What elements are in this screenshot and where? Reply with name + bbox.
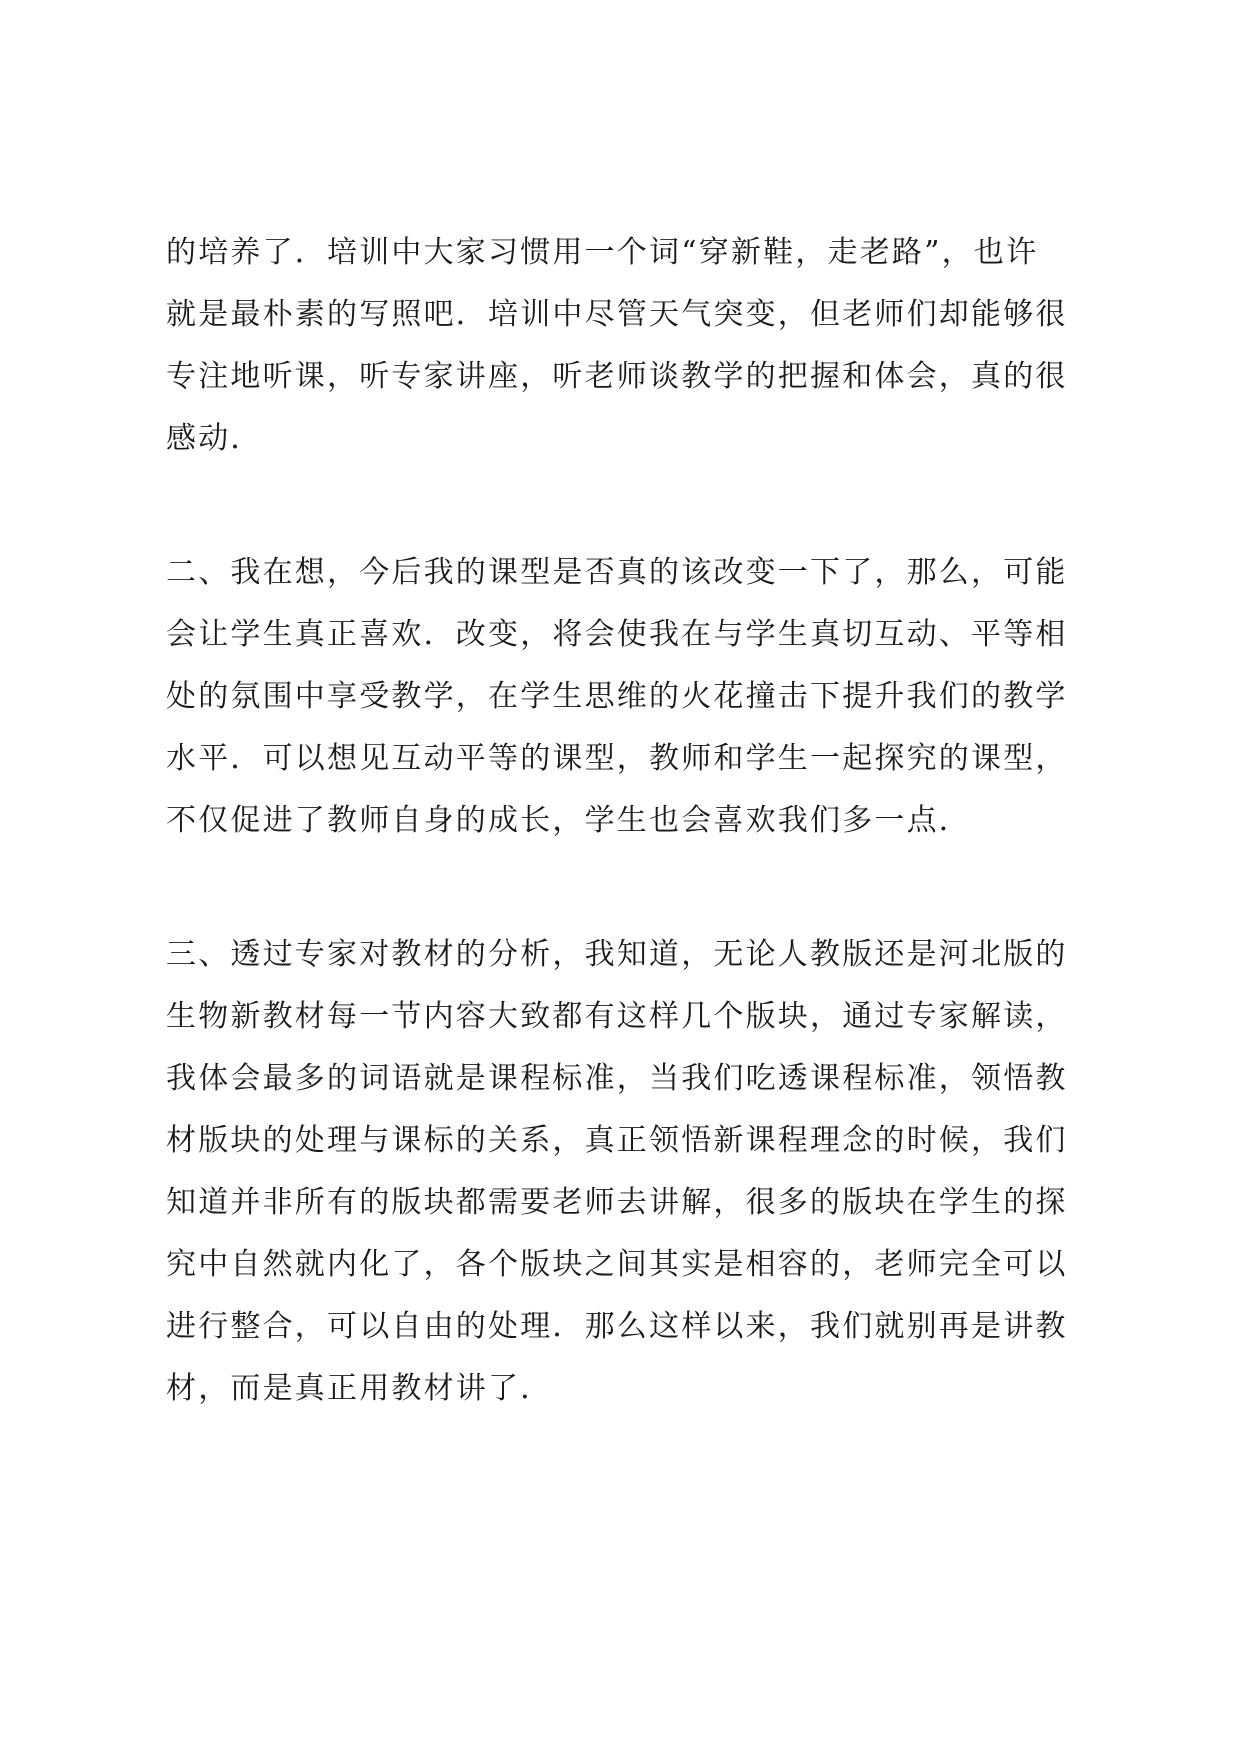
text-line: 进行整合，可以自由的处理．那么这样以来，我们就别再是讲教	[166, 1309, 1068, 1344]
text-line: 处的氛围中享受教学，在学生思维的火花撞击下提升我们的教学	[166, 679, 1068, 714]
paragraph-2	[166, 542, 1094, 852]
document-body	[166, 222, 1094, 1420]
paragraph-3	[166, 924, 1094, 1420]
paragraph-spacer	[166, 470, 1094, 542]
text-line: 知道并非所有的版块都需要老师去讲解，很多的版块在学生的探	[166, 1185, 1068, 1220]
text-line: 不仅促进了教师自身的成长，学生也会喜欢我们多一点．	[166, 803, 971, 838]
text-line: 就是最朴素的写照吧．培训中尽管天气突变，但老师们却能够很	[166, 297, 1068, 332]
text-line: 材，而是真正用教材讲了．	[166, 1371, 553, 1406]
text-line: 究中自然就内化了，各个版块之间其实是相容的，老师完全可以	[166, 1247, 1068, 1282]
text-line: 生物新教材每一节内容大致都有这样几个版块，通过专家解读，	[166, 999, 1068, 1034]
text-line: 专注地听课，听专家讲座，听老师谈教学的把握和体会，真的很	[166, 359, 1068, 394]
text-line: 水平．可以想见互动平等的课型，教师和学生一起探究的课型，	[166, 741, 1068, 776]
text-line: 会让学生真正喜欢．改变，将会使我在与学生真切互动、平等相	[166, 617, 1068, 652]
text-line: 我体会最多的词语就是课程标准，当我们吃透课程标准，领悟教	[166, 1061, 1068, 1096]
text-line: 三、透过专家对教材的分析，我知道，无论人教版还是河北版的	[166, 937, 1068, 972]
paragraph-1	[166, 222, 1094, 470]
text-line: 感动．	[166, 421, 263, 456]
text-line: 的培养了．培训中大家习惯用一个词“穿新鞋，走老路”，也许	[166, 235, 1039, 270]
text-line: 二、我在想，今后我的课型是否真的该改变一下了，那么，可能	[166, 555, 1068, 590]
paragraph-spacer	[166, 852, 1094, 924]
text-line: 材版块的处理与课标的关系，真正领悟新课程理念的时候，我们	[166, 1123, 1068, 1158]
